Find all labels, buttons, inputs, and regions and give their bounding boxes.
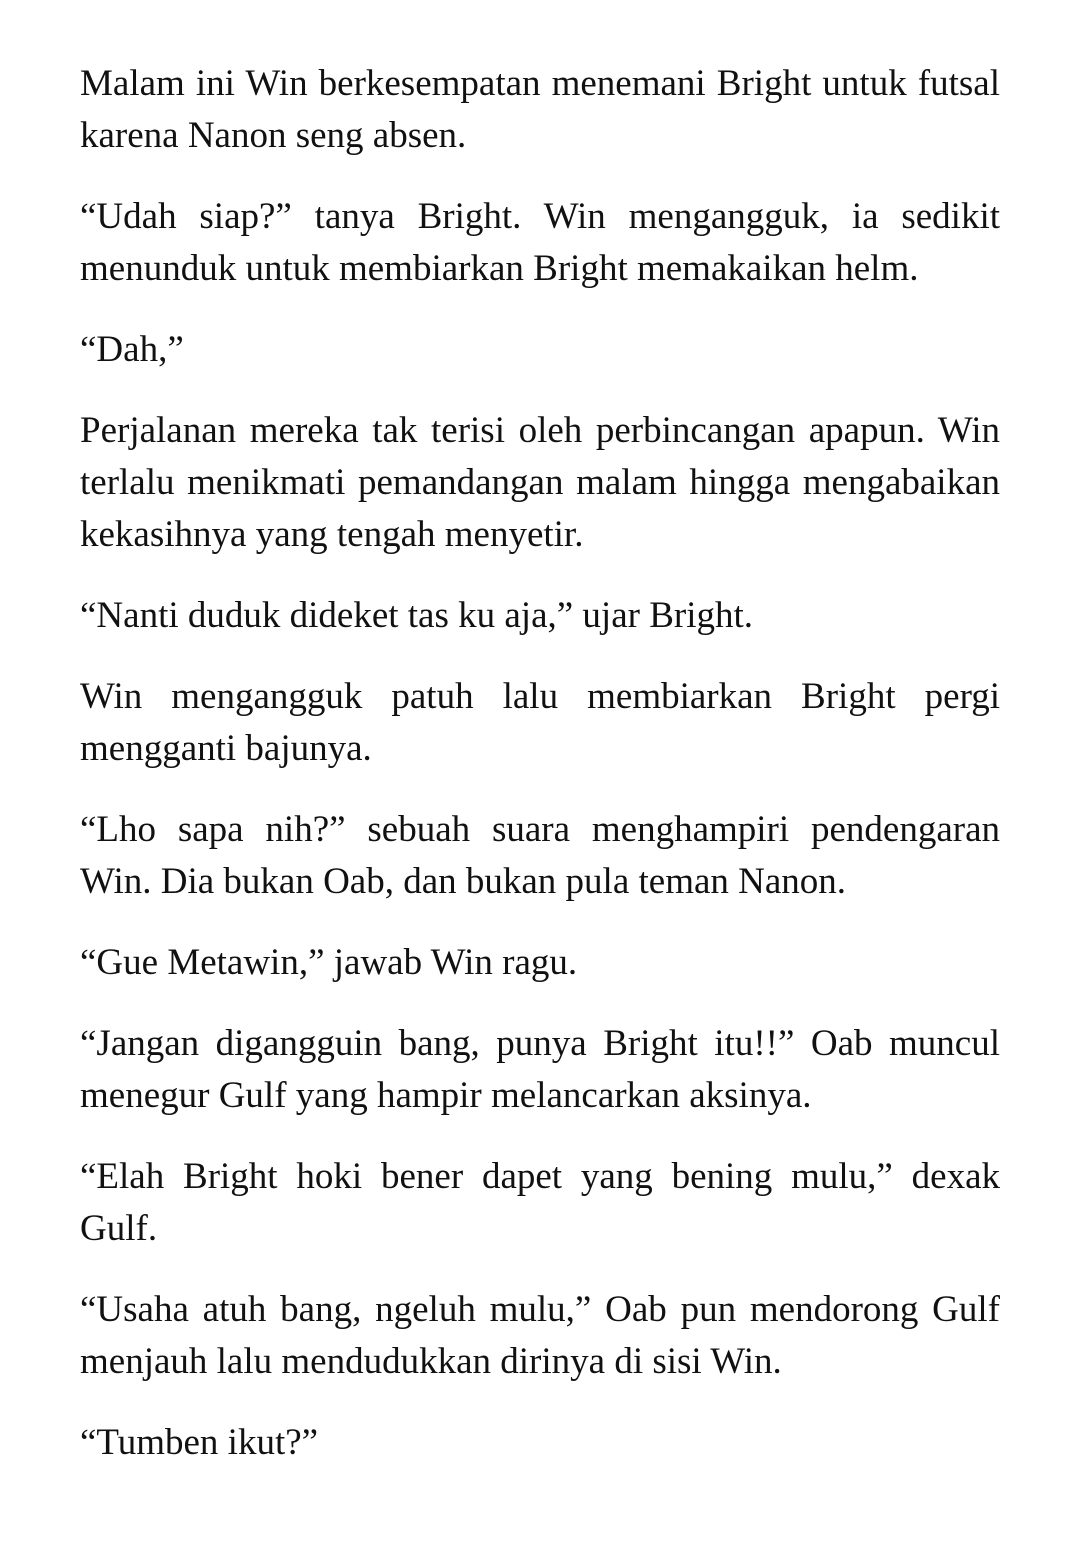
paragraph-10: “Elah Bright hoki bener dapet yang bening mulu,” dexak Gulf.: [80, 1156, 1000, 1249]
paragraph-6: Win mengangguk patuh lalu membiarkan Bright pergi mengganti bajunya.: [80, 676, 1000, 769]
paragraph-12: “Tumben ikut?”: [80, 1422, 319, 1463]
paragraph-11: “Usaha atuh bang, ngeluh mulu,” Oab pun mendorong Gulf menjauh lalu mendudukkan dirinya di sisi Win.: [80, 1289, 1000, 1382]
paragraph-7: “Lho sapa nih?” sebuah suara menghampiri pendengaran Win. Dia bukan Oab, dan bukan pula teman Nanon.: [80, 809, 1000, 902]
paragraph-4: Perjalanan mereka tak terisi oleh perbincangan apapun. Win terlalu menikmati pemandangan malam hingga mengabaikan kekasihnya yang tengah menyetir.: [80, 410, 1000, 555]
paragraph-9: “Jangan digangguin bang, punya Bright itu!!” Oab muncul menegur Gulf yang hampir melancarkan aksinya.: [80, 1023, 1000, 1116]
paragraph-3: “Dah,”: [80, 329, 184, 370]
paragraph-5: “Nanti duduk dideket tas ku aja,” ujar Bright.: [80, 595, 754, 636]
paragraph-8: “Gue Metawin,” jawab Win ragu.: [80, 942, 578, 983]
document-page: [80, 58, 1000, 1469]
paragraph-1: Malam ini Win berkesempatan menemani Bright untuk futsal karena Nanon seng absen.: [80, 63, 1000, 156]
paragraph-2: “Udah siap?” tanya Bright. Win mengangguk, ia sedikit menunduk untuk membiarkan Bright memakaikan helm.: [80, 196, 1000, 289]
